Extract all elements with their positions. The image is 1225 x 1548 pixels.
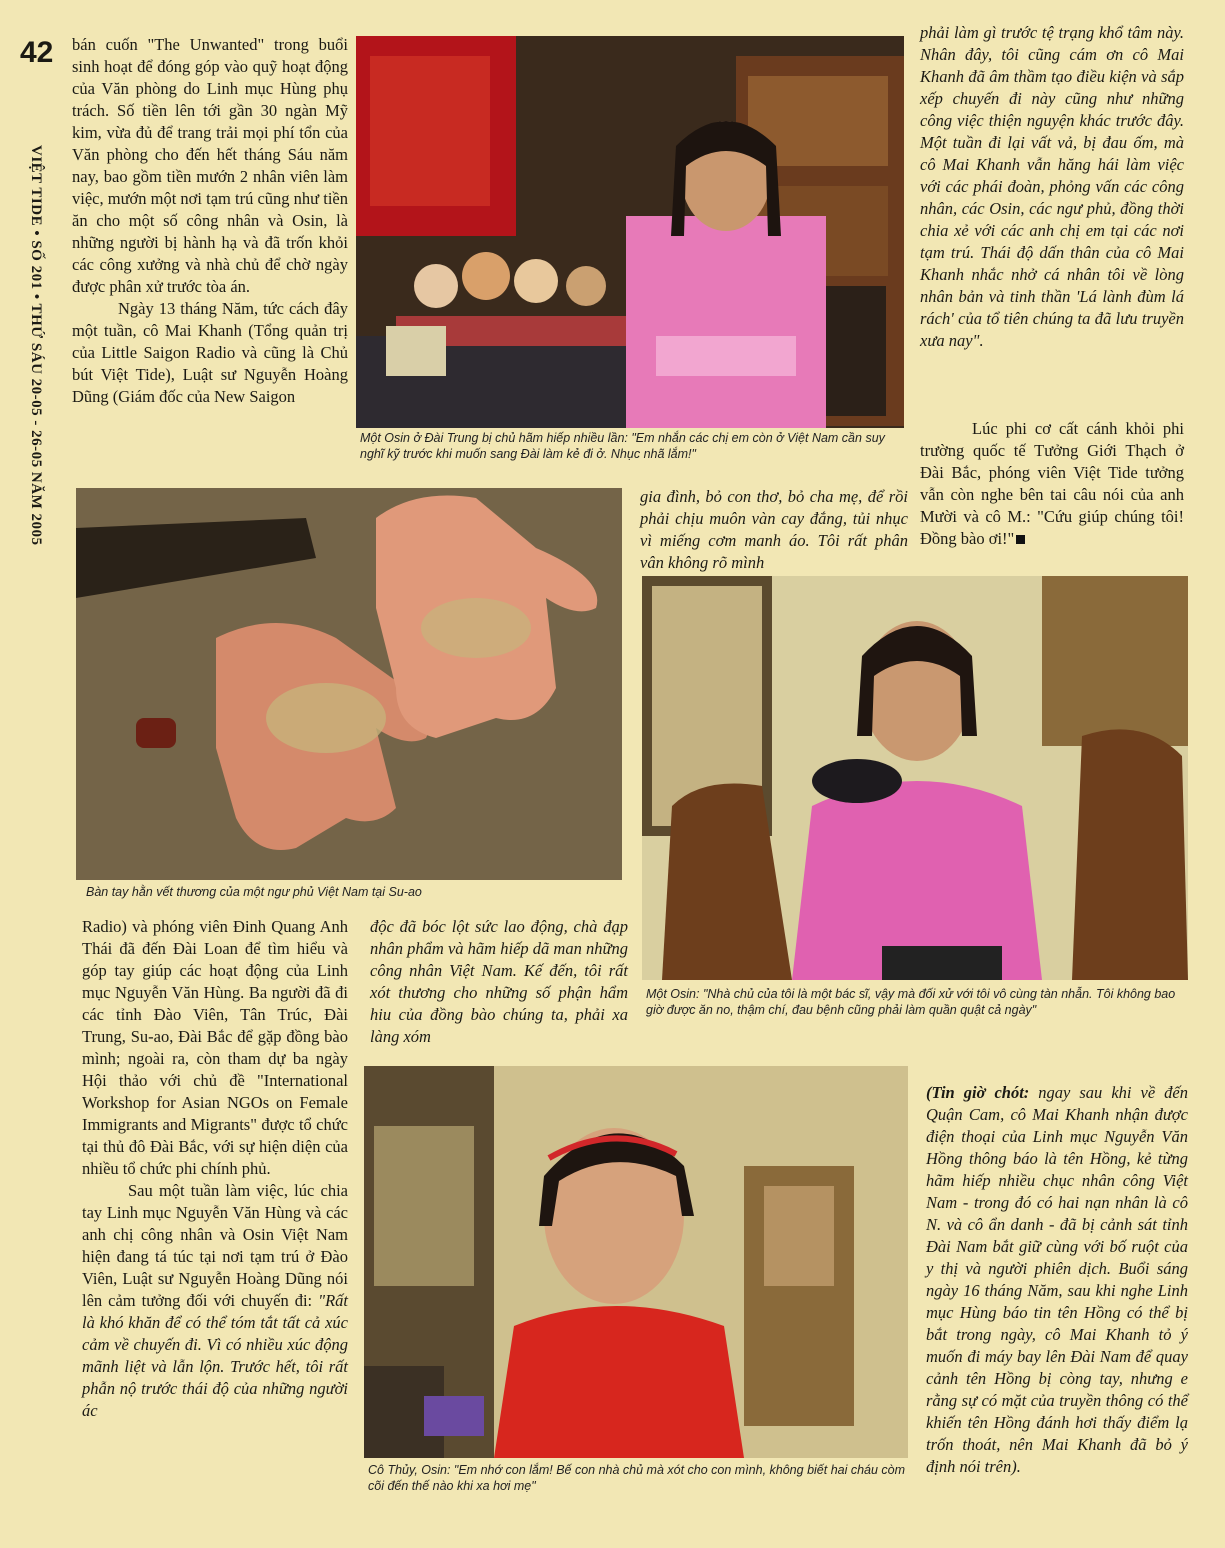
column1-paragraph3: Radio) và phóng viên Đinh Quang Anh Thái đã đến Đài Loan để tìm hiểu và góp tay giúp các hoạt động của Linh mục Nguyễn Văn Hùng. Ba người đã đi các tỉnh Đào Viên, Tân Trúc, Đài Trung, Su-ao, Đài Bắc để gặp đồng bào mình; ngoài ra, còn tham dự ba ngày Hội thảo với chủ đề "International Workshop for Asian NGOs on Female Immigrants and Migrants" được tổ chức tại thủ đô Đài Bắc, với sự hiện diện của nhiều tổ chức phi chính phủ. [82,917,348,1178]
late-news-text: ngay sau khi về đến Quận Cam, cô Mai Khanh nhận được điện thoại của Linh mục Nguyễn Văn Hồng thông báo là tên Hồng, kẻ từng hãm hiếp nhiều chục nhân công Việt Nam - trong đó có hai nạn nhân là cô N. và cô ẩn danh - đã bị cảnh sát tỉnh Đài Nam bắt giữ cùng với bố ruột của y thị và người phiên dịch. Buổi sáng ngày 16 tháng Năm, sau khi nghe Linh mục Hùng báo tin tên Hồng có thể bị bắt trong ngày, cô Mai Khanh tỏ ý muốn đi máy bay lên Đài Nam để quay cảnh tên Hồng bị còng tay, nhưng e rằng sự có mặt của truyền thông có thể khiến tên Hồng đánh hơi thấy điểm lạ trốn thoát, nên Mai Khanh đã bỏ ý định nói trên). [926,1083,1188,1476]
photo-osin-taichung [356,36,904,428]
column3-paragraph2: Lúc phi cơ cất cánh khỏi phi trường quốc tế Tưởng Giới Thạch ở Đài Bắc, phóng viên Việt Tide tưởng vẫn còn nghe bên tai câu nói của anh Mười và cô M.: "Cứu giúp chúng tôi! Đồng bào ơi!" [920,419,1184,548]
column3-bottom [920,418,1184,550]
column1-paragraph4-quote: "Rất là khó khăn để có thể tóm tắt tất cả xúc cảm về chuyến đi. Vì có nhiều xúc động mãnh liệt và lẫn lộn. Trước hết, tôi rất phẫn nộ trước thái độ của những người ác [82,1291,348,1420]
column1-paragraph1: bán cuốn "The Unwanted" trong buổi sinh hoạt để đóng góp vào quỹ hoạt động của Văn phòng do Linh mục Hùng phụ trách. Số tiền lên tới gần 30 ngàn Mỹ kim, vừa đủ để trang trải mọi phí tổn của Văn phòng cho đến hết tháng Sáu năm nay, bao gồm tiền mướn 2 nhân viên làm việc, mướn một nơi tạm trú cũng như tiền ăn cho một số công nhân và Osin, là những người bị hành hạ và đã trốn khỏi các công xưởng và nhà chủ để chờ ngày được phân xử trước tòa án. [72,35,348,296]
column1-paragraph2: Ngày 13 tháng Năm, tức cách đây một tuần, cô Mai Khanh (Tổng quản trị của Little Saigon Radio và cũng là Chủ bút Việt Tide), Luật sư Nguyễn Hoàng Dũng (Giám đốc của New Saigon [72,299,348,406]
late-news [926,1082,1188,1478]
column3-top [920,22,1184,352]
caption-photo3: Một Osin: "Nhà chủ của tôi là một bác sĩ, vậy mà đối xử với tôi vô cùng tàn nhẫn. Tôi không bao giờ được ăn no, thậm chí, đau bệnh cũng phải làm quần quật cả ngày" [646,987,1176,1017]
caption-photo2: Bàn tay hằn vết thương của một ngư phủ Việt Nam tại Su-ao [86,885,422,899]
column1-bottom [82,916,348,1422]
column3-paragraph1: phải làm gì trước tệ trạng khổ tâm này. Nhân đây, tôi cũng cám ơn cô Mai Khanh đã âm thầm tạo điều kiện và sắp xếp chuyến đi này cũng như những công việc thiện nguyện khác trước đây. Một tuần đi lại vất vả, bị đau ốm, mà cô Mai Khanh vẫn hăng hái làm việc với các phái đoàn, phỏng vấn các công nhân, các Osin, các ngư phủ, đồng thời chia xẻ với các anh chị em tại các nơi tạm trú. Thái độ dấn thân của cô Mai Khanh nhắc nhở cá nhân tôi về lòng nhân bản và tinh thần 'Lá lành đùm lá rách' của tổ tiên chúng ta đã lưu truyền xưa nay". [920,23,1184,350]
page-number: 42 [20,36,54,69]
photo-co-thuy [364,1066,908,1458]
caption-photo1: Một Osin ở Đài Trung bị chủ hãm hiếp nhiều lần: "Em nhắn các chị em còn ở Việt Nam cần suy nghĩ kỹ trước khi muốn sang Đài làm kẻ đi ở. Nhục nhã lắm!" [360,431,885,461]
column2-top: gia đình, bỏ con thơ, bỏ cha mẹ, để rồi phải chịu muôn vàn cay đắng, tủi nhục vì miếng cơm manh áo. Tôi rất phân vân không rõ mình [640,487,908,572]
photo-osin-doctor-employer [642,576,1188,980]
running-head: VIỆT TIDE • SỐ 201 • THỨ SÁU 20-05 - 26-05 NĂM 2005 [28,145,44,546]
caption-photo4: Cô Thủy, Osin: "Em nhớ con lắm! Bế con nhà chủ mà xót cho con mình, không biết hai cháu còm cõi đến thế nào khi xa hơi mẹ" [368,1463,906,1493]
column1-top [72,34,348,408]
late-news-label: (Tin giờ chót: [926,1083,1030,1102]
photo-fisherman-hands [76,488,622,880]
column2-middle: độc đã bóc lột sức lao động, chà đạp nhân phẩm và hãm hiếp dã man những công nhân Việt Nam. Kế đến, tôi rất xót thương cho những số phận hẩm hiu của đồng bào chúng ta, phải xa làng xóm [370,917,628,1046]
end-mark [1016,535,1025,544]
column1-paragraph4: Sau một tuần làm việc, lúc chia tay Linh mục Nguyễn Văn Hùng và các anh chị công nhân và Osin Việt Nam hiện đang tá túc tại nơi tạm trú ở Đào Viên, Luật sư Nguyễn Hoàng Dũng nói lên cảm tưởng đối với chuyến đi: [82,1181,348,1310]
